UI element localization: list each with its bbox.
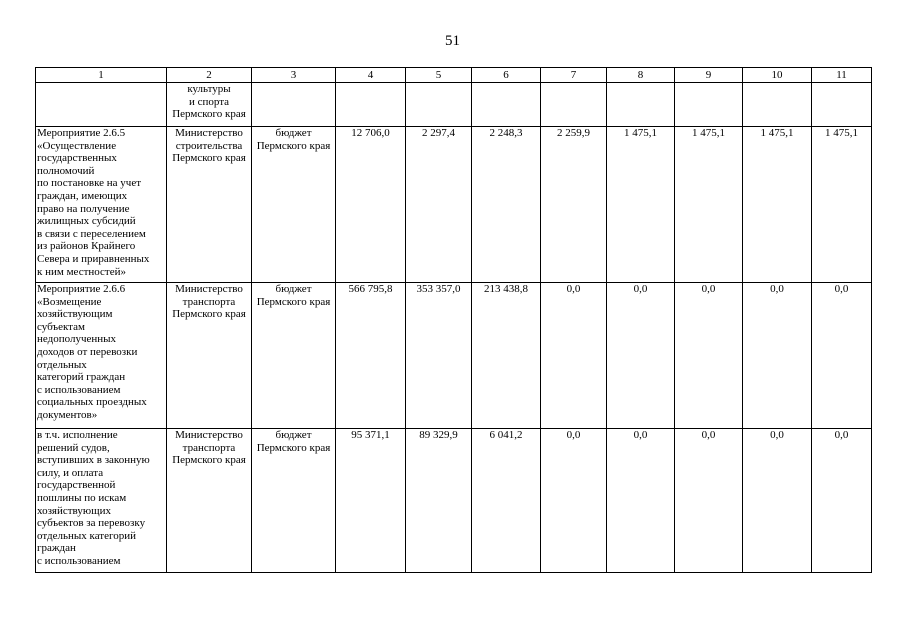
text-line: документов» (37, 408, 98, 421)
value-cell: 566 795,8 (336, 283, 406, 429)
text-line: хозяйствующим (37, 308, 113, 321)
text-line: полномочий (37, 164, 95, 177)
text-line: Пермского края (256, 441, 331, 454)
text-line: государственной (37, 479, 116, 492)
value-cell: 6 041,2 (472, 429, 541, 573)
value-cell: 12 706,0 (336, 127, 406, 283)
table-cell (472, 83, 541, 127)
column-header: 7 (541, 68, 607, 83)
text-line: категорий граждан (37, 371, 126, 384)
text-line: право на получение (37, 202, 130, 215)
column-header: 8 (607, 68, 675, 83)
text-line: Пермского края (172, 108, 246, 121)
value-cell: 0,0 (541, 283, 607, 429)
text-line: Мероприятие 2.6.6 (37, 283, 126, 295)
value-cell: 213 438,8 (472, 283, 541, 429)
value-cell: 95 371,1 (336, 429, 406, 573)
value-cell: 0,0 (812, 283, 872, 429)
text-line: граждан (37, 542, 76, 555)
text-line: строительства (175, 139, 243, 152)
table-cell (36, 83, 167, 127)
table-row (36, 127, 872, 283)
text-line: из районов Крайнего (37, 240, 136, 253)
text-line: социальных проездных (37, 396, 147, 409)
text-line: Пермского края (172, 454, 246, 467)
table-cell (812, 83, 872, 127)
value-cell: 1 475,1 (675, 127, 743, 283)
text-line: к ним местностей» (37, 265, 127, 278)
table-row (36, 283, 872, 429)
value-cell: 1 475,1 (607, 127, 675, 283)
text-line: и спорта (188, 95, 230, 108)
column-header: 6 (472, 68, 541, 83)
text-line: решений судов, (37, 441, 110, 454)
executor-cell (167, 283, 252, 429)
text-line: Пермского края (256, 295, 331, 308)
column-header: 4 (336, 68, 406, 83)
table-cell (607, 83, 675, 127)
text-line: Министерство (175, 127, 243, 139)
text-line: культуры (187, 83, 231, 95)
text-line: транспорта (182, 441, 236, 454)
executor-cell (167, 127, 252, 283)
value-cell: 0,0 (675, 283, 743, 429)
text-line: бюджет (275, 283, 312, 295)
budget-table (35, 67, 872, 573)
text-line: Пермского края (256, 139, 331, 152)
text-line: силу, и оплата (37, 466, 104, 479)
text-line: в т.ч. исполнение (37, 429, 118, 441)
table-cell (336, 83, 406, 127)
text-line: с использованием (37, 383, 121, 396)
column-header: 5 (406, 68, 472, 83)
text-line: Мероприятие 2.6.5 (37, 127, 126, 139)
value-cell: 0,0 (812, 429, 872, 573)
funding-source-cell (252, 283, 336, 429)
text-line: государственных (37, 152, 117, 165)
value-cell: 0,0 (541, 429, 607, 573)
table-cell (252, 83, 336, 127)
text-line: «Возмещение (37, 295, 102, 308)
table-cell (541, 83, 607, 127)
text-line: отдельных (37, 358, 87, 371)
text-line: в связи с переселением (37, 227, 146, 240)
funding-source-cell (252, 429, 336, 573)
text-line: Министерство (175, 429, 243, 441)
value-cell: 1 475,1 (812, 127, 872, 283)
table-cell (406, 83, 472, 127)
column-header: 10 (743, 68, 812, 83)
value-cell: 2 248,3 (472, 127, 541, 283)
column-number-row (36, 68, 872, 83)
value-cell: 0,0 (607, 283, 675, 429)
value-cell: 0,0 (743, 429, 812, 573)
funding-source-cell (252, 127, 336, 283)
text-line: Пермского края (172, 308, 246, 321)
text-line: вступивших в законную (37, 454, 150, 467)
text-line: с использованием (37, 554, 121, 567)
executor-cell (167, 429, 252, 573)
text-line: по постановке на учет (37, 177, 142, 190)
column-header: 2 (167, 68, 252, 83)
text-line: Севера и приравненных (37, 252, 150, 265)
measure-name-cell (36, 283, 167, 429)
text-line: транспорта (182, 295, 236, 308)
measure-name-cell (36, 127, 167, 283)
value-cell: 0,0 (607, 429, 675, 573)
continuation-row (36, 83, 872, 127)
text-line: бюджет (275, 429, 312, 441)
value-cell: 0,0 (675, 429, 743, 573)
text-line: субъектов за перевозку (37, 517, 146, 530)
value-cell: 2 259,9 (541, 127, 607, 283)
value-cell: 0,0 (743, 283, 812, 429)
value-cell: 2 297,4 (406, 127, 472, 283)
text-line: «Осуществление (37, 139, 117, 152)
column-header: 11 (812, 68, 872, 83)
text-line: бюджет (275, 127, 312, 139)
text-line: Министерство (175, 283, 243, 295)
measure-name-cell (36, 429, 167, 573)
column-header: 3 (252, 68, 336, 83)
text-line: Пермского края (172, 152, 246, 165)
text-line: недополученных (37, 333, 117, 346)
text-line: хозяйствующих (37, 504, 111, 517)
text-line: отдельных категорий (37, 529, 137, 542)
value-cell: 89 329,9 (406, 429, 472, 573)
value-cell: 353 357,0 (406, 283, 472, 429)
text-line: жилищных субсидий (37, 215, 136, 228)
text-line: субъектам (37, 320, 85, 333)
column-header: 1 (36, 68, 167, 83)
executor-cell (167, 83, 252, 127)
table-cell (743, 83, 812, 127)
value-cell: 1 475,1 (743, 127, 812, 283)
text-line: доходов от перевозки (37, 345, 138, 358)
text-line: пошлины по искам (37, 491, 127, 504)
table-row (36, 429, 872, 573)
text-line: граждан, имеющих (37, 189, 128, 202)
column-header: 9 (675, 68, 743, 83)
table-cell (675, 83, 743, 127)
page-number: 51 (445, 33, 460, 49)
